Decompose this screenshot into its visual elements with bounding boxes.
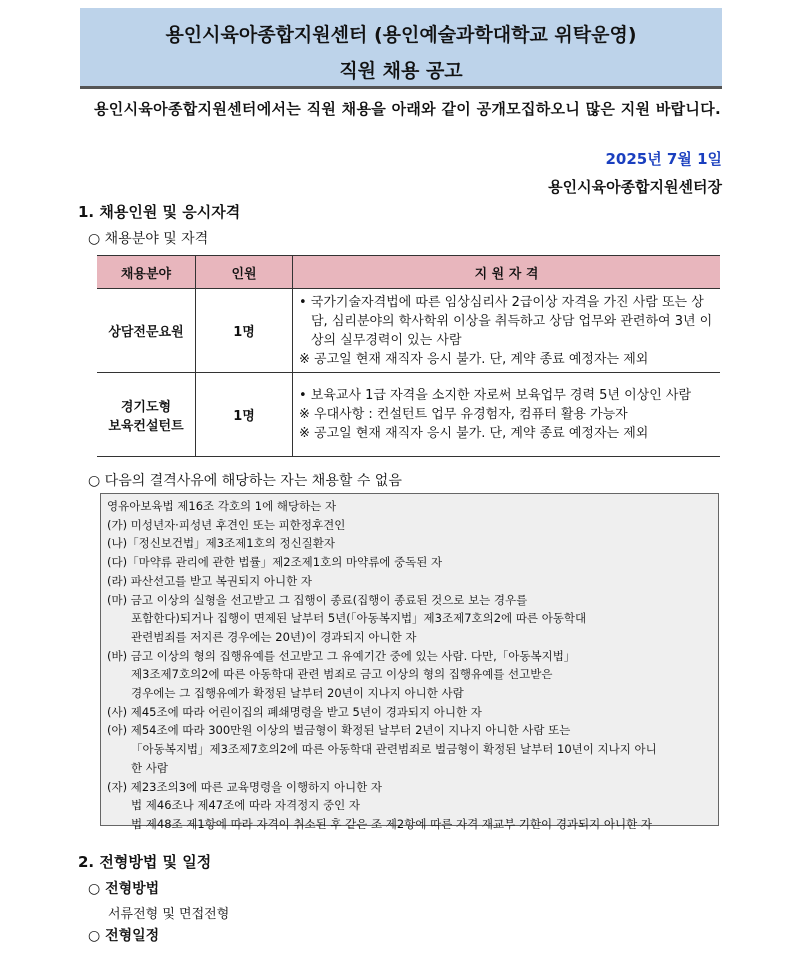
section1-title: 1. 채용인원 및 응시자격 xyxy=(78,203,241,221)
section1-sub1: ○ 채용분야 및 자격 xyxy=(88,231,209,247)
title-banner xyxy=(80,8,722,89)
disq-line: 법 제48조 제1항에 따라 자격이 취소된 후 같은 조 제2항에 따른 자격 재교부 기한이 경과되지 아니한 자 xyxy=(131,816,653,831)
disq-line: (바) 금고 이상의 형의 집행유예를 선고받고 그 유예기간 중에 있는 사람. 다만,「아동복지법」 xyxy=(107,648,576,663)
disqualification-box xyxy=(100,493,719,831)
col-header-count: 인원 xyxy=(196,256,293,289)
count-cell: 1명 xyxy=(196,373,293,457)
disq-line: (다)「마약류 관리에 관한 법률」제2조제1호의 마약류에 중독된 자 xyxy=(107,555,443,570)
organization-head: 용인시육아종합지원센터장 xyxy=(548,178,722,196)
disq-line: (사) 제45조에 따라 어린이집의 폐쇄명령을 받고 5년이 경과되지 아니한 자 xyxy=(107,704,482,719)
col-header-field: 채용분야 xyxy=(97,256,196,289)
disq-line: (아) 제54조에 따라 300만원 이상의 벌금형이 확정된 날부터 2년이 지나지 아니한 사람 또는 xyxy=(107,723,571,738)
field-line1: 경기도형 xyxy=(120,399,172,415)
disq-line: (마) 금고 이상의 실형을 선고받고 그 집행이 종료(집행이 종료된 것으로 보는 경우를 xyxy=(107,592,528,607)
disq-line: 경우에는 그 집행유예가 확정된 날부터 20년이 지나지 아니한 사람 xyxy=(131,686,464,701)
requirements-table xyxy=(97,255,720,457)
section2-title: 2. 전형방법 및 일정 xyxy=(78,853,212,871)
disq-line: 영유아보육법 제16조 각호의 1에 해당하는 자 xyxy=(107,499,337,513)
table-row xyxy=(97,289,720,373)
disq-line: 한 사람 xyxy=(131,760,168,775)
disq-line: (라) 파산선고를 받고 복권되지 아니한 자 xyxy=(107,573,312,588)
disq-line: (나)「정신보건법」제3조제1호의 정신질환자 xyxy=(107,536,336,551)
qualification-note: ※ 공고일 현재 재직자 응시 불가. 단, 계약 종료 예정자는 제외 xyxy=(299,351,649,367)
qualification-cell xyxy=(293,373,721,457)
table-header-row xyxy=(97,256,720,289)
section2-sub1: ○ 전형방법 xyxy=(88,881,160,897)
section2-sub2: ○ 전형일정 xyxy=(88,928,160,944)
title-line1: 용인시육아종합지원센터 (용인예술과학대학교 위탁운영) xyxy=(165,24,637,46)
table-row xyxy=(97,373,720,457)
disq-line: 「아동복지법」제3조제7호의2에 따른 아동학대 관련범죄로 벌금형이 확정된 날부터 10년이 지나지 아니 xyxy=(131,742,657,757)
field-cell: 상담전문요원 xyxy=(97,289,196,373)
disq-line: (가) 미성년자·피성년 후견인 또는 피한정후견인 xyxy=(107,517,346,532)
qualification-cell xyxy=(293,289,721,373)
disq-line: 포함한다)되거나 집행이 면제된 날부터 5년(「아동복지법」제3조제7호의2에 따른 아동학대 xyxy=(131,611,587,626)
selection-method: 서류전형 및 면접전형 xyxy=(108,907,230,922)
announcement-date: 2025년 7월 1일 xyxy=(605,150,722,168)
disq-line: 법 제46조나 제47조에 따라 자격정지 중인 자 xyxy=(131,798,360,813)
qualification-line: • 보육교사 1급 자격을 소지한 자로써 보육업무 경력 5년 이상인 사람 xyxy=(299,388,692,403)
disq-line: 관련범죄를 저지른 경우에는 20년)이 경과되지 아니한 자 xyxy=(131,629,417,644)
field-line2: 보육컨설턴트 xyxy=(108,418,184,434)
intro-text: 용인시육아종합지원센터에서는 직원 채용을 아래와 같이 공개모집하오니 많은 지원 바랍니다. xyxy=(94,100,721,118)
qualification-note: ※ 우대사항 : 컨설턴트 업무 유경험자, 컴퓨터 활용 가능자 xyxy=(299,407,628,422)
disq-line: (자) 제23조의3에 따른 교육명령을 이행하지 아니한 자 xyxy=(107,779,383,794)
qualification-line: • 국가기술자격법에 따른 임상심리사 2급이상 자격을 가진 사람 또는 상담, 심리분야의 학사학위 이상을 취득하고 상담 업무와 관련하여 3년 이상의 실무경력이 있는 사람 xyxy=(299,294,713,348)
disq-line: 제3조제7호의2에 따른 아동학대 관련 범죄로 금고 이상의 형의 집행유예를 선고받은 xyxy=(131,667,553,682)
qualification-note: ※ 공고일 현재 재직자 응시 불가. 단, 계약 종료 예정자는 제외 xyxy=(299,426,649,441)
field-cell xyxy=(97,373,196,457)
col-header-qualification: 지 원 자 격 xyxy=(293,256,721,289)
count-cell: 1명 xyxy=(196,289,293,373)
section1-sub2: ○ 다음의 결격사유에 해당하는 자는 채용할 수 없음 xyxy=(88,473,402,489)
title-line2: 직원 채용 공고 xyxy=(339,60,463,82)
